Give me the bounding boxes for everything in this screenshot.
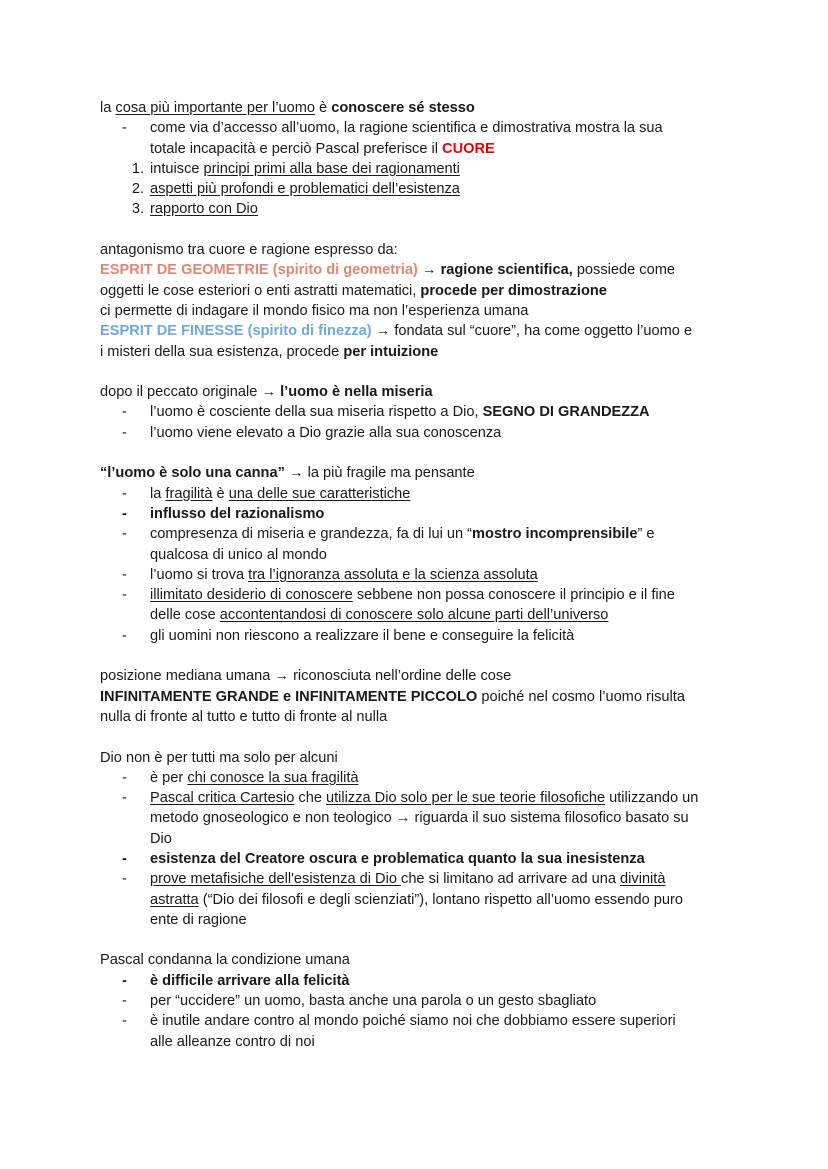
emphasized-text: “l’uomo è solo una canna” bbox=[100, 465, 285, 482]
underlined-text: accontentandosi di conoscere solo alcune parti dell’universo bbox=[219, 607, 609, 624]
text-run: l’uomo è cosciente della sua miseria rispetto a Dio, bbox=[150, 404, 483, 421]
emphasized-text: per intuizione bbox=[343, 343, 439, 360]
blank-line bbox=[100, 930, 740, 950]
bullet-marker: - bbox=[122, 1013, 127, 1030]
text-line bbox=[100, 565, 740, 585]
text-run: antagonismo tra cuore e ragione espresso da: bbox=[100, 242, 398, 259]
bullet-marker: - bbox=[122, 850, 127, 867]
text-line bbox=[100, 139, 740, 159]
text-line bbox=[100, 971, 740, 991]
list-number: 2. bbox=[131, 181, 144, 198]
list-number: 3. bbox=[131, 201, 144, 218]
bullet-marker: - bbox=[122, 424, 127, 441]
bullet-marker: - bbox=[122, 587, 127, 604]
text-line bbox=[100, 484, 740, 504]
emphasized-text: INFINITAMENTE GRANDE e INFINITAMENTE PICCOLO bbox=[100, 688, 478, 705]
text-line bbox=[100, 402, 740, 422]
emphasized-text: procede per dimostrazione bbox=[420, 282, 607, 299]
text-line bbox=[100, 788, 740, 808]
text-line bbox=[100, 991, 740, 1011]
blank-line bbox=[100, 220, 740, 240]
text-run: che bbox=[294, 790, 327, 807]
text-run: (“Dio dei filosofi e degli scienziati”), lontano rispetto all’uomo essendo puro bbox=[198, 891, 683, 908]
text-line bbox=[100, 321, 740, 341]
text-line bbox=[100, 748, 740, 768]
text-line bbox=[100, 199, 740, 219]
text-line bbox=[100, 179, 740, 199]
text-line bbox=[100, 869, 740, 889]
emphasized-text: mostro incomprensibile bbox=[472, 526, 638, 543]
text-run: è bbox=[212, 485, 229, 502]
text-run: ” e bbox=[637, 526, 655, 543]
emphasized-text: ESPRIT DE GEOMETRIE (spirito di geometria) bbox=[100, 262, 418, 279]
text-line bbox=[100, 524, 740, 544]
bullet-marker: - bbox=[122, 120, 127, 137]
text-line bbox=[100, 768, 740, 788]
bullet-marker: - bbox=[122, 790, 127, 807]
text-run: metodo gnoseologico e non teologico → riguarda il suo sistema filosofico basato su bbox=[150, 810, 689, 827]
emphasized-text: SEGNO DI GRANDEZZA bbox=[482, 404, 650, 421]
text-run: Pascal condanna la condizione umana bbox=[100, 952, 350, 969]
text-run: è inutile andare contro al mondo poiché siamo noi che dobbiamo essere superiori bbox=[150, 1013, 676, 1030]
text-line bbox=[100, 849, 740, 869]
blank-line bbox=[100, 443, 740, 463]
text-run: Dio non è per tutti ma solo per alcuni bbox=[100, 749, 338, 766]
blank-line bbox=[100, 727, 740, 747]
text-run: totale incapacità e perciò Pascal preferisce il bbox=[150, 140, 443, 157]
emphasized-text: conoscere sé stesso bbox=[331, 100, 475, 116]
bullet-marker: - bbox=[122, 566, 127, 583]
text-run: che si limitano ad arrivare ad una bbox=[401, 871, 621, 888]
blank-line bbox=[100, 646, 740, 666]
text-line bbox=[100, 1032, 740, 1052]
bullet-marker: - bbox=[122, 485, 127, 502]
underlined-text: fragilità bbox=[165, 485, 213, 502]
bullet-marker: - bbox=[122, 993, 127, 1010]
text-run: compresenza di miseria e grandezza, fa di lui un “ bbox=[150, 526, 473, 543]
text-run: alle alleanze contro di noi bbox=[150, 1033, 315, 1050]
text-line bbox=[100, 545, 740, 565]
bullet-marker: - bbox=[122, 972, 127, 989]
text-line bbox=[100, 585, 740, 605]
emphasized-text: ragione scientifica, bbox=[440, 262, 573, 279]
text-run: possiede come bbox=[572, 262, 675, 279]
text-line bbox=[100, 890, 740, 910]
bullet-marker: - bbox=[122, 404, 127, 421]
underlined-text: chi conosce la sua fragilità bbox=[187, 769, 359, 786]
bullet-marker: - bbox=[122, 526, 127, 543]
text-run: come via d’accesso all’uomo, la ragione scientifica e dimostrativa mostra la sua bbox=[150, 120, 663, 137]
emphasized-text: ESPRIT DE FINESSE (spirito di finezza) bbox=[100, 323, 372, 340]
underlined-text: utilizza Dio solo per le sue teorie filosofiche bbox=[326, 790, 606, 807]
underlined-text: astratta bbox=[150, 891, 199, 908]
text-run: poiché nel cosmo l’uomo risulta bbox=[477, 688, 685, 705]
text-line bbox=[100, 98, 740, 118]
bullet-marker: - bbox=[122, 769, 127, 786]
text-run: nulla di fronte al tutto e tutto di fronte al nulla bbox=[100, 708, 388, 725]
text-line bbox=[100, 626, 740, 646]
text-line bbox=[100, 687, 740, 707]
text-line bbox=[100, 605, 740, 625]
text-line bbox=[100, 463, 740, 483]
emphasized-text: influsso del razionalismo bbox=[150, 505, 325, 522]
text-run: gli uomini non riescono a realizzare il bene e conseguire la felicità bbox=[150, 627, 575, 644]
text-run: posizione mediana umana → riconosciuta nell’ordine delle cose bbox=[100, 668, 512, 685]
text-line bbox=[100, 260, 740, 280]
text-line bbox=[100, 159, 740, 179]
text-run: → la più fragile ma pensante bbox=[284, 465, 475, 482]
bullet-marker: - bbox=[122, 871, 127, 888]
text-line bbox=[100, 281, 740, 301]
underlined-text: principi primi alla base dei ragionamenti bbox=[203, 160, 460, 177]
text-run: → bbox=[417, 262, 441, 279]
text-line bbox=[100, 707, 740, 727]
text-run: oggetti le cose esteriori o enti astratti matematici, bbox=[100, 282, 421, 299]
underlined-text: illimitato desiderio di conoscere bbox=[150, 587, 353, 604]
text-run: è per bbox=[150, 769, 188, 786]
underlined-text: prove metafisiche dell'esistenza di Dio bbox=[150, 871, 402, 888]
text-run: ci permette di indagare il mondo fisico ma non l’esperienza umana bbox=[100, 302, 529, 319]
text-line bbox=[100, 950, 740, 970]
underlined-text: Pascal critica Cartesio bbox=[150, 790, 295, 807]
text-line bbox=[100, 504, 740, 524]
text-run: intuisce bbox=[150, 160, 204, 177]
text-run: ente di ragione bbox=[150, 911, 247, 928]
emphasized-text: CUORE bbox=[442, 140, 495, 157]
bullet-marker: - bbox=[122, 627, 127, 644]
underlined-text: divinità bbox=[620, 871, 666, 888]
underlined-text: aspetti più profondi e problematici dell’esistenza bbox=[150, 181, 460, 198]
text-line bbox=[100, 666, 740, 686]
text-run: utilizzando un bbox=[605, 790, 699, 807]
text-run: i misteri della sua esistenza, procede bbox=[100, 343, 344, 360]
text-run: la bbox=[100, 100, 116, 116]
text-run: delle cose bbox=[150, 607, 220, 624]
text-run: è bbox=[314, 100, 332, 116]
text-run: per “uccidere” un uomo, basta anche una parola o un gesto sbagliato bbox=[150, 993, 597, 1010]
text-line bbox=[100, 829, 740, 849]
blank-line bbox=[100, 362, 740, 382]
text-line bbox=[100, 382, 740, 402]
text-line bbox=[100, 118, 740, 138]
underlined-text: una delle sue caratteristiche bbox=[228, 485, 411, 502]
text-run: l’uomo viene elevato a Dio grazie alla sua conoscenza bbox=[150, 424, 502, 441]
emphasized-text: è difficile arrivare alla felicità bbox=[150, 972, 350, 989]
text-line bbox=[100, 423, 740, 443]
text-line bbox=[100, 910, 740, 930]
underlined-text: tra l’ignoranza assoluta e la scienza assoluta bbox=[248, 566, 538, 583]
text-run: qualcosa di unico al mondo bbox=[150, 546, 327, 563]
text-line bbox=[100, 342, 740, 362]
text-line bbox=[100, 1011, 740, 1031]
text-run: sebbene non possa conoscere il principio e il fine bbox=[352, 587, 675, 604]
text-line bbox=[100, 240, 740, 260]
bullet-marker: - bbox=[122, 505, 127, 522]
text-run: → fondata sul “cuore”, ha come oggetto l’uomo e bbox=[371, 323, 693, 340]
text-run: dopo il peccato originale → bbox=[100, 384, 281, 401]
emphasized-text: l’uomo è nella miseria bbox=[280, 384, 433, 401]
text-line bbox=[100, 808, 740, 828]
underlined-text: cosa più importante per l’uomo bbox=[115, 100, 315, 116]
text-run: la bbox=[150, 485, 166, 502]
emphasized-text: esistenza del Creatore oscura e problematica quanto la sua inesistenza bbox=[150, 850, 645, 867]
text-run: l’uomo si trova bbox=[150, 566, 249, 583]
document-body bbox=[100, 98, 740, 1052]
text-line bbox=[100, 301, 740, 321]
underlined-text: rapporto con Dio bbox=[150, 201, 258, 218]
list-number: 1. bbox=[131, 160, 144, 177]
text-run: Dio bbox=[150, 830, 172, 847]
